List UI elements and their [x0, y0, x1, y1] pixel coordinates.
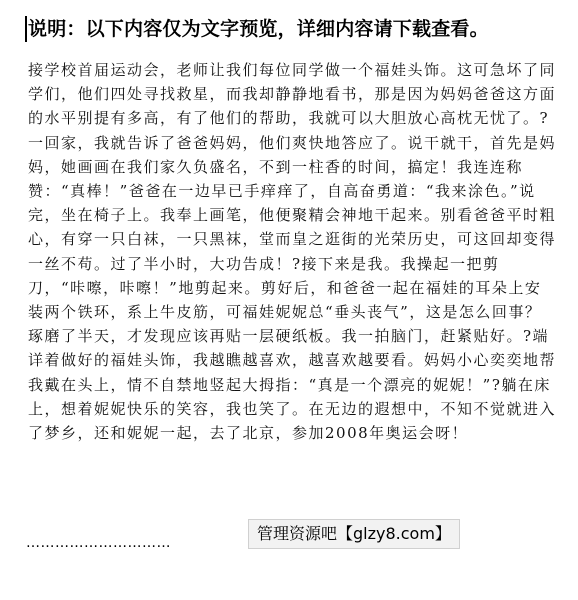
article-body: 接学校首届运动会，老师让我们每位同学做一个福娃头饰。这可急坏了同学们，他们四处寻找救星，而我却静静地看书，那是因为妈妈爸爸这方面的水平别提有多高，有了他们的帮助，我就可以大胆放心高枕无忧了。?一回家，我就告诉了爸爸妈妈，他们爽快地答应了。说干就干，首先是妈妈，她画画在我们家久负盛名，不到一柱香的时间，搞定！我连连称赞：“真棒！”爸爸在一边早已手痒痒了，自高奋勇道：“我来涂色。”说完，坐在椅子上。我奉上画笔，他便聚精会神地干起来。别看爸爸平时粗心，有穿一只白袜，一只黑袜，堂而皇之逛街的光荣历史，可这回却变得一丝不苟。过了半小时，大功告成！?接下来是我。我操起一把剪刀，“咔嚓，咔嚓！”地剪起来。剪好后，和爸爸一起在福娃的耳朵上安装两个铁环，系上牛皮筋，可福娃妮妮总“垂头丧气”，这是怎么回事？琢磨了半天，才发现应该再贴一层硬纸板。我一拍脑门，赶紧贴好。?端详着做好的福娃头饰，我越瞧越喜欢，越喜欢越要看。妈妈小心奕奕地帮我戴在头上，情不自禁地竖起大拇指：“真是一个漂亮的妮妮！”?躺在床上，想着妮妮快乐的笑容，我也笑了。在无边的遐想中，不知不觉就进入了梦乡，还和妮妮一起，去了北京，参加2008年奥运会呀！: [28, 61, 557, 443]
site-watermark: 管理资源吧【glzy8.com】: [248, 519, 460, 549]
continuation-ellipsis: …………………………: [26, 535, 171, 551]
preview-notice: 说明：以下内容仅为文字预览，详细内容请下载查看。: [28, 18, 489, 40]
text-cursor: [25, 16, 27, 42]
